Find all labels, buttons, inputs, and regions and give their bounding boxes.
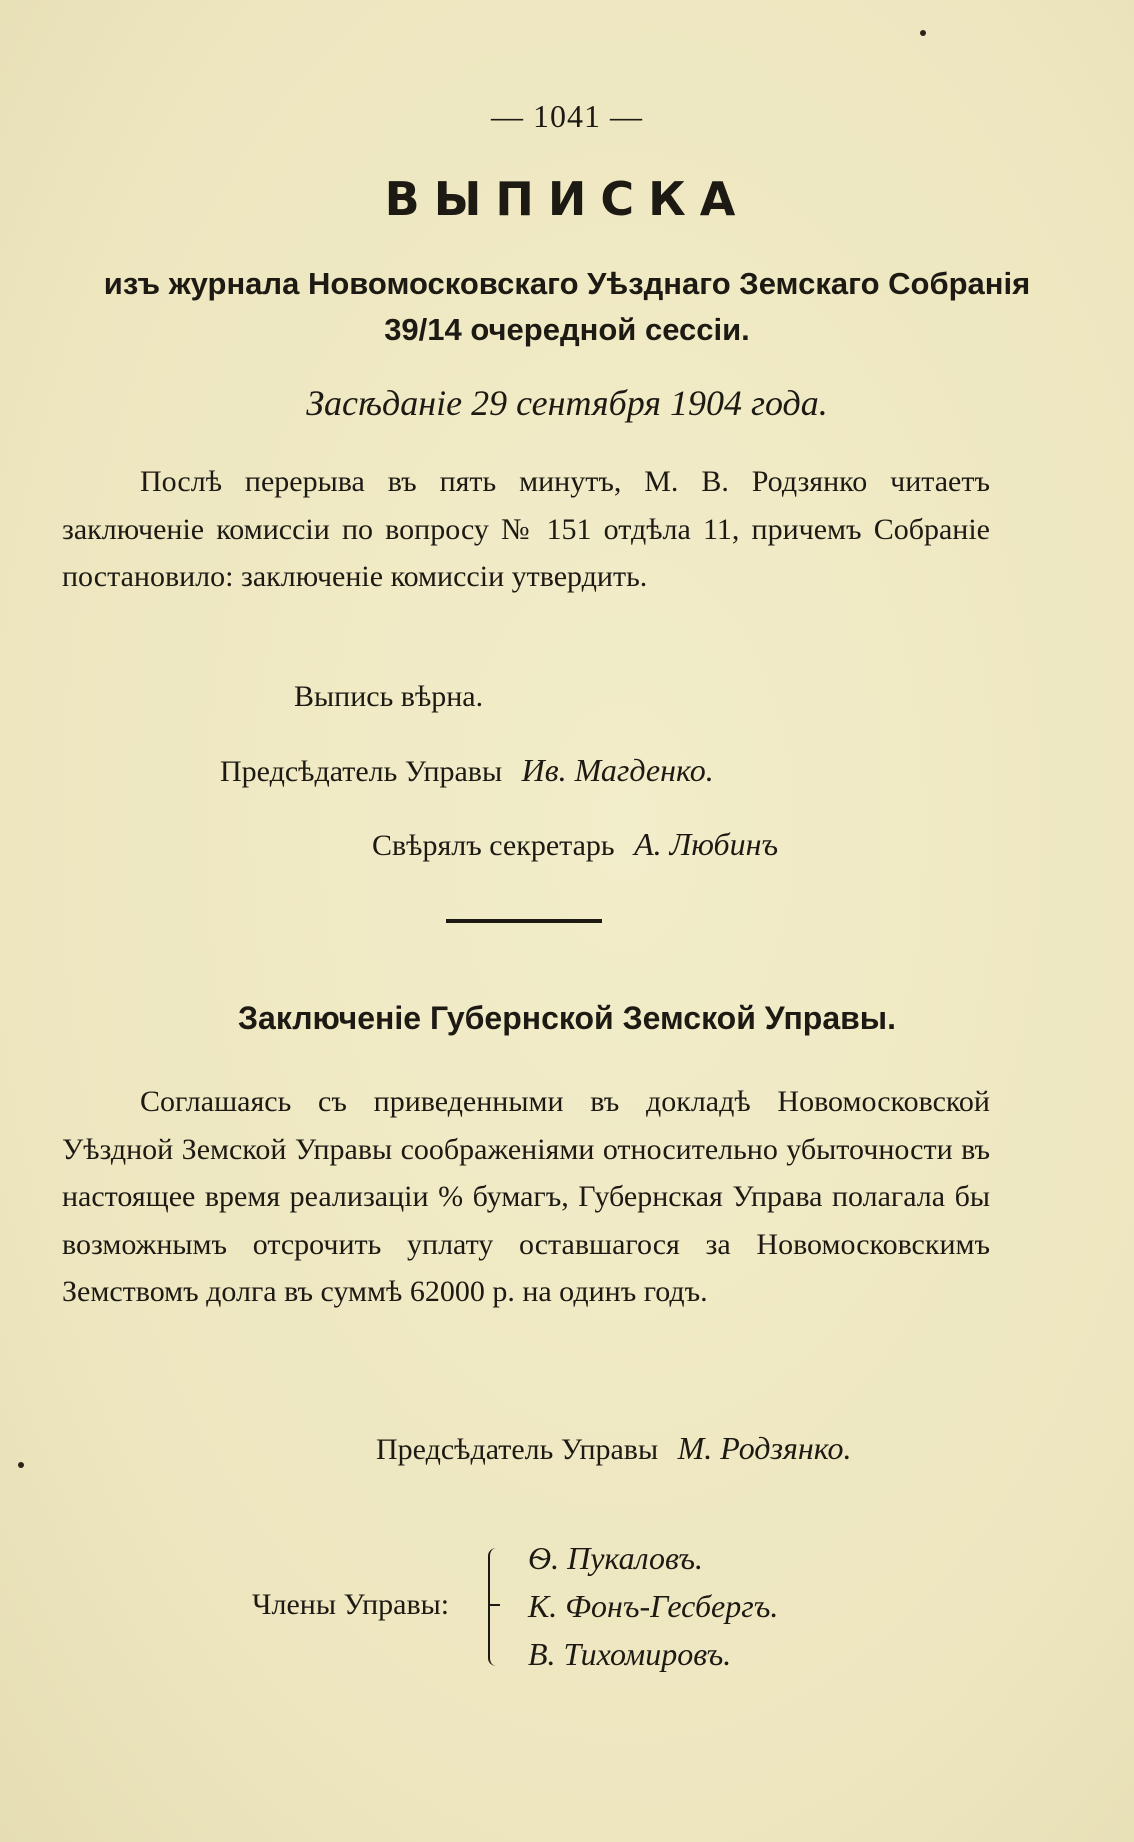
chairman-signature-1 xyxy=(220,752,714,789)
page-number: — 1041 — xyxy=(491,98,643,134)
member-name-2: К. Фонъ-Гесбергъ. xyxy=(528,1588,779,1624)
chairman-2-name: М. Родзянко. xyxy=(677,1430,852,1466)
session-date: Засѣданіе 29 сентября 1904 года. xyxy=(306,383,828,423)
members-label: Члены Управы: xyxy=(252,1588,450,1621)
paragraph-conclusion: Соглашаясь съ приведенными въ докладѣ Новомосковской Уѣздной Земской Управы соображеніями относительно убыточности въ настоящее время реализаціи % бумагъ, Губернская Управа полагала бы возможнымъ отсрочить уплату оставшагося за Новомосковскимъ Земствомъ долга въ суммѣ 62000 р. на одинъ годъ. xyxy=(62,1085,990,1308)
secretary-name: А. Любинъ xyxy=(634,826,779,862)
secretary-signature xyxy=(372,826,778,863)
subtitle-line-2: 39/14 очередной сессіи. xyxy=(384,312,750,347)
section-divider xyxy=(446,919,602,923)
document-title: ВЫПИСКА xyxy=(384,172,750,226)
chairman-signature-2 xyxy=(376,1430,851,1467)
member-name-3: В. Тихомировъ. xyxy=(528,1636,732,1672)
chairman-2-title: Предсѣдатель Управы xyxy=(376,1433,659,1466)
subtitle-line-1: изъ журнала Новомосковскаго Уѣзднаго Земскаго Собранія xyxy=(103,266,1031,301)
section-heading: Заключеніе Губернской Земской Управы. xyxy=(237,1000,897,1036)
ink-spot xyxy=(18,1462,24,1468)
chairman-1-name: Ив. Магденко. xyxy=(521,752,714,788)
paragraph-minutes: Послѣ перерыва въ пять минутъ, М. В. Родзянко читаетъ заключеніе комиссіи по вопросу № 151 отдѣла 11, причемъ Собраніе постановило: заключеніе комиссіи утвердить. xyxy=(62,465,990,593)
members-brace-tip xyxy=(490,1604,500,1612)
extract-correct-note: Выпись вѣрна. xyxy=(294,680,484,713)
chairman-1-title: Предсѣдатель Управы xyxy=(220,755,503,788)
member-name-1: Ѳ. Пукаловъ. xyxy=(528,1540,704,1576)
secretary-title: Свѣрялъ секретарь xyxy=(372,829,615,862)
ink-spot xyxy=(920,30,926,36)
